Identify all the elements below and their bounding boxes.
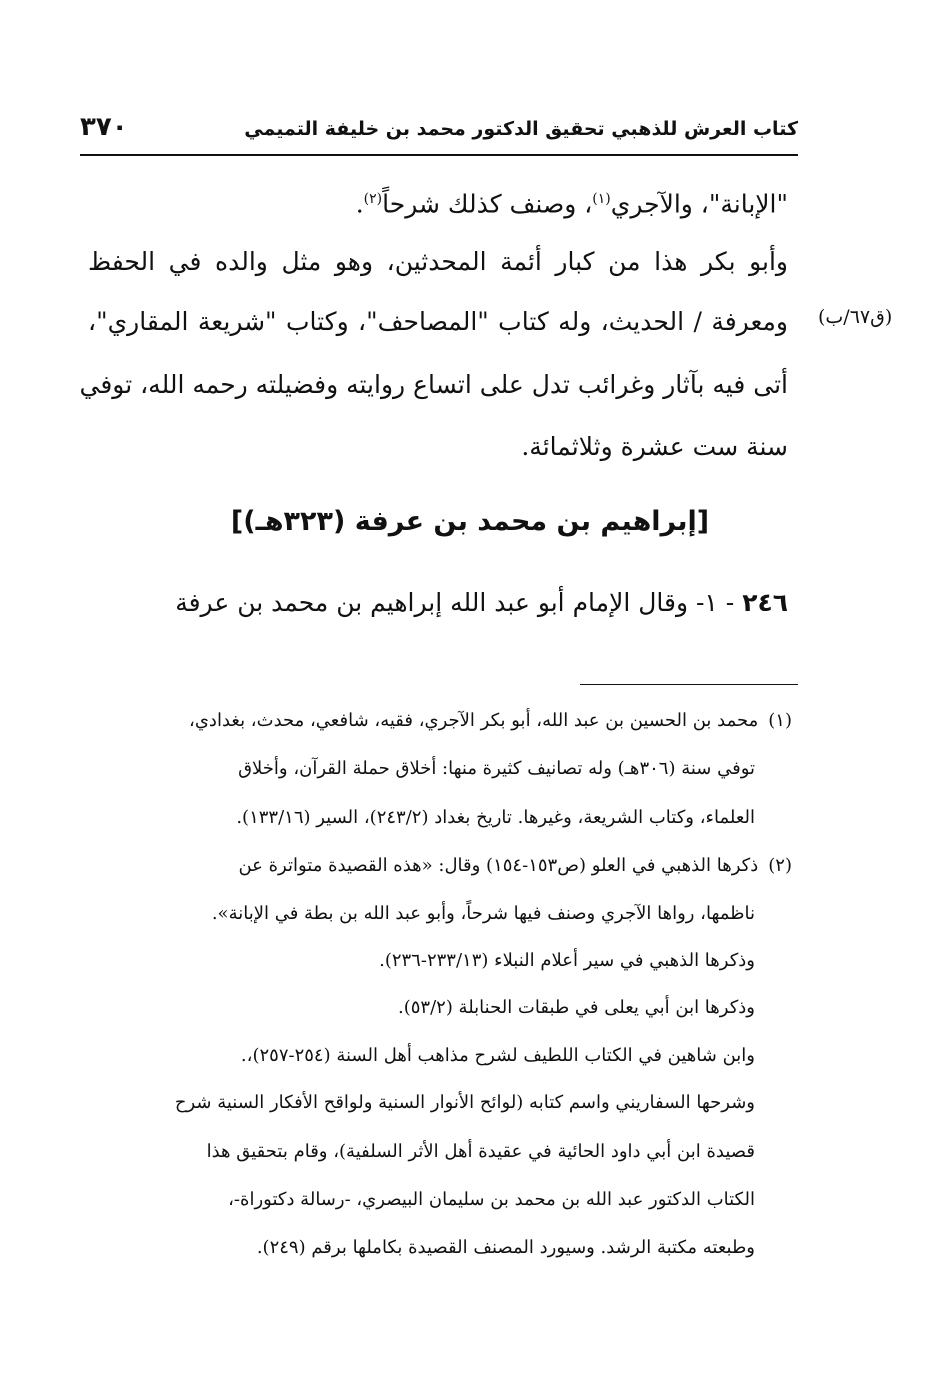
entry-text: - ١- وقال الإمام أبو عبد الله إبراهيم بن محمد بن عرفة [175,588,735,617]
footnote-ref-1[interactable]: (١) [592,191,611,207]
footnote-2-line-2: ناظمها، رواها الآجري وصنف فيها شرحاً، وأبو عبد الله بن بطة في الإبانة». [211,903,755,924]
body-text-part-3: . [355,189,364,219]
page-number: ٣٧٠ [80,112,128,142]
header-rule [80,154,798,156]
header-title: كتاب العرش للذهبي تحقيق الدكتور محمد بن خليفة التميمي [244,118,798,140]
footnote-2-line-5: وابن شاهين في الكتاب اللطيف لشرح مذاهب أهل السنة (٢٥٤-٢٥٧)،. [240,1045,755,1066]
paragraph-line-1: وأبو بكر هذا من كبار أئمة المحدثين، وهو مثل والده في الحفظ [88,247,788,276]
footnote-rule [580,684,798,685]
footnote-2-line-6: وشرحها السفاريني واسم كتابه (لوائح الأنوار السنية ولواقح الأفكار السنية شرح [174,1092,755,1113]
paragraph-line-4: سنة ست عشرة وثلاثمائة. [521,432,788,461]
footnote-1-line-2: توفي سنة (٣٠٦هـ) وله تصانيف كثيرة منها: أخلاق حملة القرآن، وأخلاق [238,758,755,779]
footnote-2-line-4: وذكرها ابن أبي يعلى في طبقات الحنابلة (٥٣/٢). [397,997,755,1018]
paragraph-line-3: أتى فيه بآثار وغرائب تدل على اتساع روايته وفضيلته رحمه الله، توفي [79,370,788,399]
footnote-2-line-9: وطبعته مكتبة الرشد. وسيورد المصنف القصيدة بكاملها برقم (٢٤٩). [256,1237,755,1258]
footnote-2-line-1 [238,853,792,879]
body-text-part-1: "الإبانة"، والآجري [610,189,788,219]
entry-line [140,588,788,617]
footnote-1-line-3: العلماء، وكتاب الشريعة، وغيرها. تاريخ بغداد (٢٤٣/٢)، السير (١٣٣/١٦). [236,807,755,828]
footnote-2-line-3: وذكرها الذهبي في سير أعلام النبلاء (٢٣٣/١٣-٢٣٦). [379,950,755,971]
footnote-text: محمد بن الحسين بن عبد الله، أبو بكر الآجري، فقيه، شافعي، محدث، بغدادي، [189,710,759,731]
body-line-1 [356,182,788,221]
paragraph-line-2: ومعرفة / الحديث، وله كتاب "المصاحف"، وكتاب "شريعة المقاري"، [88,307,788,336]
manuscript-folio-note: (ق٦٧/ب) [818,306,893,328]
section-heading: [إبراهيم بن محمد بن عرفة (٣٢٣هـ)] [230,506,710,537]
footnote-1-line-1 [189,708,792,734]
body-text-part-2: ، وصنف كذلك شرحاً [382,189,593,219]
footnote-ref-2[interactable]: (٢) [363,191,383,207]
footnote-2-line-8: الكتاب الدكتور عبد الله بن محمد بن سليمان البيصري، -رسالة دكتوراة-، [228,1189,755,1210]
footnote-2-line-7: قصيدة ابن أبي داود الحائية في عقيدة أهل الأثر السلفية)، وقام بتحقيق هذا [206,1141,755,1162]
running-header [80,112,798,152]
entry-number: ٢٤٦ [742,588,788,617]
footnote-text: ذكرها الذهبي في العلو (ص١٥٣-١٥٤) وقال: «هذه القصيدة متواترة عن [238,855,759,876]
footnote-marker-1: (١) [768,710,792,731]
footnote-marker-2: (٢) [768,855,792,876]
